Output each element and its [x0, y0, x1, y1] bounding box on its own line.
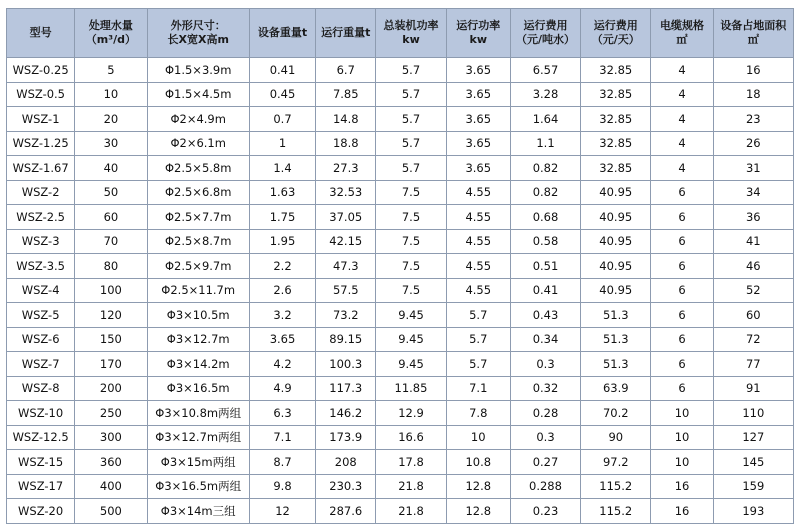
table-row	[7, 107, 794, 132]
cell-model: WSZ-7	[7, 352, 75, 377]
table-cell: 6	[651, 376, 713, 401]
table-cell: 5.7	[376, 107, 446, 132]
column-header-cost-per-ton	[510, 9, 580, 58]
table-cell: 115.2	[581, 474, 651, 499]
table-cell: 7.1	[249, 425, 315, 450]
table-cell: 0.41	[510, 278, 580, 303]
table-cell: 18	[713, 82, 793, 107]
table-cell: 5.7	[446, 303, 510, 328]
table-row	[7, 425, 794, 450]
table-cell: 7.5	[376, 254, 446, 279]
table-cell: 1	[249, 131, 315, 156]
table-cell: 37.05	[316, 205, 376, 230]
table-cell: 145	[713, 450, 793, 475]
table-cell: 100.3	[316, 352, 376, 377]
table-cell: 23	[713, 107, 793, 132]
table-cell: 0.288	[510, 474, 580, 499]
cell-model: WSZ-0.25	[7, 58, 75, 83]
table-cell: 0.82	[510, 156, 580, 181]
table-cell: 47.3	[316, 254, 376, 279]
table-cell: 6	[651, 327, 713, 352]
table-cell: 5.7	[376, 131, 446, 156]
table-cell: 16	[651, 474, 713, 499]
table-cell: 8.7	[249, 450, 315, 475]
table-cell: 4	[651, 131, 713, 156]
table-cell: 4	[651, 107, 713, 132]
table-cell: 40.95	[581, 254, 651, 279]
table-cell: Φ2×4.9m	[147, 107, 249, 132]
cell-model: WSZ-2.5	[7, 205, 75, 230]
table-cell: 110	[713, 401, 793, 426]
table-cell: 31	[713, 156, 793, 181]
table-cell: 10	[446, 425, 510, 450]
table-cell: 4.55	[446, 180, 510, 205]
table-cell: 40.95	[581, 205, 651, 230]
table-cell: Φ2.5×7.7m	[147, 205, 249, 230]
table-cell: 10.8	[446, 450, 510, 475]
table-cell: 9.45	[376, 352, 446, 377]
table-cell: 173.9	[316, 425, 376, 450]
table-cell: 57.5	[316, 278, 376, 303]
column-header-cable-spec-line1: 电缆规格	[660, 19, 704, 33]
table-row	[7, 450, 794, 475]
table-cell: 6	[651, 205, 713, 230]
column-header-operating-weight	[316, 9, 376, 58]
table-cell: Φ3×12.7m	[147, 327, 249, 352]
table-cell: 27.3	[316, 156, 376, 181]
table-cell: 0.3	[510, 352, 580, 377]
column-header-capacity-unit: （m³/d）	[85, 33, 136, 46]
table-cell: 7.85	[316, 82, 376, 107]
table-cell: 36	[713, 205, 793, 230]
table-cell: 0.68	[510, 205, 580, 230]
table-cell: 60	[713, 303, 793, 328]
table-cell: 100	[75, 278, 147, 303]
table-row	[7, 131, 794, 156]
table-cell: 30	[75, 131, 147, 156]
column-header-footprint-line1: 设备占地面积	[720, 19, 787, 33]
table-cell: Φ1.5×4.5m	[147, 82, 249, 107]
table-cell: 1.64	[510, 107, 580, 132]
table-row	[7, 254, 794, 279]
table-cell: 1.1	[510, 131, 580, 156]
table-cell: 7.5	[376, 278, 446, 303]
table-cell: 3.28	[510, 82, 580, 107]
table-cell: 4.9	[249, 376, 315, 401]
table-header-row	[7, 9, 794, 58]
cell-model: WSZ-2	[7, 180, 75, 205]
cell-model: WSZ-4	[7, 278, 75, 303]
table-row	[7, 376, 794, 401]
table-cell: 12	[249, 499, 315, 524]
table-row	[7, 82, 794, 107]
table-cell: 40.95	[581, 229, 651, 254]
column-header-dimensions-line2: 长X宽X高m	[167, 33, 229, 46]
table-cell: 12.9	[376, 401, 446, 426]
table-row	[7, 156, 794, 181]
column-header-operating-power-line1: 运行功率	[456, 19, 501, 33]
table-cell: 200	[75, 376, 147, 401]
table-cell: Φ3×14.2m	[147, 352, 249, 377]
table-cell: 3.65	[446, 156, 510, 181]
column-header-equipment-weight	[249, 9, 315, 58]
table-cell: 230.3	[316, 474, 376, 499]
table-cell: 0.58	[510, 229, 580, 254]
table-cell: 4.55	[446, 278, 510, 303]
table-cell: 7.8	[446, 401, 510, 426]
table-cell: 9.45	[376, 327, 446, 352]
table-cell: 3.65	[446, 107, 510, 132]
table-cell: 16.6	[376, 425, 446, 450]
table-cell: Φ2.5×6.8m	[147, 180, 249, 205]
table-cell: 91	[713, 376, 793, 401]
column-header-total-power-line1: 总装机功率	[383, 19, 439, 33]
table-cell: 63.9	[581, 376, 651, 401]
table-cell: 5.7	[376, 58, 446, 83]
table-cell: 97.2	[581, 450, 651, 475]
column-header-cost-per-day-line1: 运行费用	[593, 19, 638, 33]
table-cell: 4	[651, 82, 713, 107]
table-cell: 0.28	[510, 401, 580, 426]
table-cell: 0.41	[249, 58, 315, 83]
table-cell: Φ3×10.8m两组	[147, 401, 249, 426]
table-cell: 193	[713, 499, 793, 524]
table-cell: 360	[75, 450, 147, 475]
table-cell: 159	[713, 474, 793, 499]
table-cell: 400	[75, 474, 147, 499]
table-cell: 9.45	[376, 303, 446, 328]
column-header-total-power	[376, 9, 446, 58]
table-cell: 4.55	[446, 229, 510, 254]
table-cell: 4	[651, 58, 713, 83]
table-cell: 250	[75, 401, 147, 426]
table-cell: 80	[75, 254, 147, 279]
cell-model: WSZ-1.67	[7, 156, 75, 181]
table-cell: 3.65	[446, 131, 510, 156]
table-cell: 127	[713, 425, 793, 450]
column-header-cost-per-ton-line1: 运行费用	[523, 19, 568, 33]
column-header-cable-spec-unit: ㎡	[676, 33, 688, 46]
table-cell: 3.65	[249, 327, 315, 352]
table-cell: 40.95	[581, 180, 651, 205]
column-header-total-power-unit: kw	[402, 33, 420, 46]
table-cell: 89.15	[316, 327, 376, 352]
table-cell: 73.2	[316, 303, 376, 328]
table-cell: Φ3×16.5m两组	[147, 474, 249, 499]
table-cell: 12.8	[446, 474, 510, 499]
table-cell: 10	[75, 82, 147, 107]
table-cell: 1.4	[249, 156, 315, 181]
cell-model: WSZ-6	[7, 327, 75, 352]
table-cell: 50	[75, 180, 147, 205]
table-cell: 6	[651, 303, 713, 328]
table-cell: Φ3×14m三组	[147, 499, 249, 524]
table-cell: 17.8	[376, 450, 446, 475]
table-cell: 5.7	[446, 327, 510, 352]
table-cell: 6	[651, 352, 713, 377]
table-cell: 10	[651, 425, 713, 450]
table-cell: 6	[651, 278, 713, 303]
cell-model: WSZ-20	[7, 499, 75, 524]
table-cell: 1.95	[249, 229, 315, 254]
table-cell: 287.6	[316, 499, 376, 524]
table-cell: 0.43	[510, 303, 580, 328]
table-cell: 0.23	[510, 499, 580, 524]
cell-model: WSZ-12.5	[7, 425, 75, 450]
table-cell: 10	[651, 450, 713, 475]
table-cell: Φ3×15m两组	[147, 450, 249, 475]
table-cell: Φ3×12.7m两组	[147, 425, 249, 450]
cell-model: WSZ-3.5	[7, 254, 75, 279]
table-cell: 2.2	[249, 254, 315, 279]
table-cell: 51.3	[581, 352, 651, 377]
table-cell: 26	[713, 131, 793, 156]
table-cell: 51.3	[581, 303, 651, 328]
column-header-model	[7, 9, 75, 58]
table-row	[7, 278, 794, 303]
table-row	[7, 327, 794, 352]
table-cell: 4	[651, 156, 713, 181]
table-cell: Φ2×6.1m	[147, 131, 249, 156]
table-cell: 32.85	[581, 131, 651, 156]
table-row	[7, 474, 794, 499]
table-cell: 500	[75, 499, 147, 524]
table-cell: 16	[651, 499, 713, 524]
table-header	[7, 9, 794, 58]
table-cell: Φ2.5×9.7m	[147, 254, 249, 279]
table-cell: 3.65	[446, 58, 510, 83]
table-cell: 146.2	[316, 401, 376, 426]
table-cell: 6	[651, 180, 713, 205]
table-cell: 7.5	[376, 205, 446, 230]
column-header-cost-per-day	[581, 9, 651, 58]
cell-model: WSZ-3	[7, 229, 75, 254]
table-cell: 5.7	[376, 156, 446, 181]
table-cell: 7.1	[446, 376, 510, 401]
table-cell: 0.32	[510, 376, 580, 401]
table-cell: 5	[75, 58, 147, 83]
table-cell: 5.7	[376, 82, 446, 107]
table-cell: Φ1.5×3.9m	[147, 58, 249, 83]
table-row	[7, 499, 794, 524]
table-cell: 208	[316, 450, 376, 475]
table-cell: 77	[713, 352, 793, 377]
table-cell: 6.7	[316, 58, 376, 83]
table-cell: 32.85	[581, 82, 651, 107]
column-header-cost-per-ton-unit: （元/吨水）	[515, 33, 575, 46]
table-cell: 60	[75, 205, 147, 230]
table-cell: 18.8	[316, 131, 376, 156]
table-cell: 16	[713, 58, 793, 83]
table-cell: 300	[75, 425, 147, 450]
column-header-footprint-unit: ㎡	[747, 33, 759, 46]
table-cell: 12.8	[446, 499, 510, 524]
table-cell: 150	[75, 327, 147, 352]
table-cell: 14.8	[316, 107, 376, 132]
table-cell: Φ3×10.5m	[147, 303, 249, 328]
table-cell: 6.57	[510, 58, 580, 83]
table-cell: 0.7	[249, 107, 315, 132]
column-header-operating-power	[446, 9, 510, 58]
table-cell: 72	[713, 327, 793, 352]
column-header-operating-weight-line1: 运行重量t	[321, 26, 371, 40]
column-header-footprint	[713, 9, 793, 58]
table-row	[7, 58, 794, 83]
table-cell: 34	[713, 180, 793, 205]
table-cell: 5.7	[446, 352, 510, 377]
table-row	[7, 229, 794, 254]
table-cell: 10	[651, 401, 713, 426]
table-cell: Φ2.5×5.8m	[147, 156, 249, 181]
cell-model: WSZ-1.25	[7, 131, 75, 156]
equipment-spec-table	[6, 8, 794, 524]
cell-model: WSZ-8	[7, 376, 75, 401]
column-header-cost-per-day-unit: （元/天）	[591, 33, 640, 46]
cell-model: WSZ-10	[7, 401, 75, 426]
table-cell: 70	[75, 229, 147, 254]
table-cell: 90	[581, 425, 651, 450]
table-cell: 6.3	[249, 401, 315, 426]
table-body	[7, 58, 794, 524]
table-row	[7, 352, 794, 377]
column-header-cable-spec	[651, 9, 713, 58]
table-cell: 51.3	[581, 327, 651, 352]
table-cell: 0.34	[510, 327, 580, 352]
column-header-dimensions-line1: 外形尺寸：	[170, 19, 226, 33]
table-cell: 52	[713, 278, 793, 303]
cell-model: WSZ-0.5	[7, 82, 75, 107]
cell-model: WSZ-17	[7, 474, 75, 499]
table-cell: 40	[75, 156, 147, 181]
table-cell: 6	[651, 229, 713, 254]
table-cell: 11.85	[376, 376, 446, 401]
column-header-dimensions	[147, 9, 249, 58]
table-cell: 40.95	[581, 278, 651, 303]
table-cell: 70.2	[581, 401, 651, 426]
table-cell: 117.3	[316, 376, 376, 401]
table-cell: 9.8	[249, 474, 315, 499]
column-header-capacity-line1: 处理水量	[88, 19, 133, 33]
cell-model: WSZ-15	[7, 450, 75, 475]
table-cell: 32.85	[581, 156, 651, 181]
table-cell: 2.6	[249, 278, 315, 303]
table-cell: 7.5	[376, 180, 446, 205]
table-cell: 170	[75, 352, 147, 377]
table-cell: Φ2.5×8.7m	[147, 229, 249, 254]
table-cell: 42.15	[316, 229, 376, 254]
table-cell: 32.53	[316, 180, 376, 205]
table-row	[7, 401, 794, 426]
table-cell: 32.85	[581, 107, 651, 132]
table-cell: 41	[713, 229, 793, 254]
table-row	[7, 180, 794, 205]
table-cell: 6	[651, 254, 713, 279]
column-header-operating-power-unit: kw	[469, 33, 487, 46]
table-cell: 4.55	[446, 254, 510, 279]
table-cell: 115.2	[581, 499, 651, 524]
table-cell: 0.82	[510, 180, 580, 205]
table-cell: Φ3×16.5m	[147, 376, 249, 401]
column-header-equipment-weight-line1: 设备重量t	[257, 26, 308, 40]
table-cell: 1.75	[249, 205, 315, 230]
table-cell: 21.8	[376, 499, 446, 524]
table-cell: 0.51	[510, 254, 580, 279]
table-cell: 3.65	[446, 82, 510, 107]
cell-model: WSZ-5	[7, 303, 75, 328]
table-cell: 0.27	[510, 450, 580, 475]
table-cell: 120	[75, 303, 147, 328]
table-cell: 1.63	[249, 180, 315, 205]
table-cell: 32.85	[581, 58, 651, 83]
table-row	[7, 205, 794, 230]
table-cell: 46	[713, 254, 793, 279]
cell-model: WSZ-1	[7, 107, 75, 132]
table-cell: 3.2	[249, 303, 315, 328]
table-cell: Φ2.5×11.7m	[147, 278, 249, 303]
table-cell: 21.8	[376, 474, 446, 499]
table-cell: 4.55	[446, 205, 510, 230]
column-header-model-line1: 型号	[29, 26, 52, 40]
table-row	[7, 303, 794, 328]
table-cell: 0.3	[510, 425, 580, 450]
table-cell: 4.2	[249, 352, 315, 377]
table-cell: 0.45	[249, 82, 315, 107]
column-header-capacity	[75, 9, 147, 58]
table-cell: 7.5	[376, 229, 446, 254]
table-cell: 20	[75, 107, 147, 132]
